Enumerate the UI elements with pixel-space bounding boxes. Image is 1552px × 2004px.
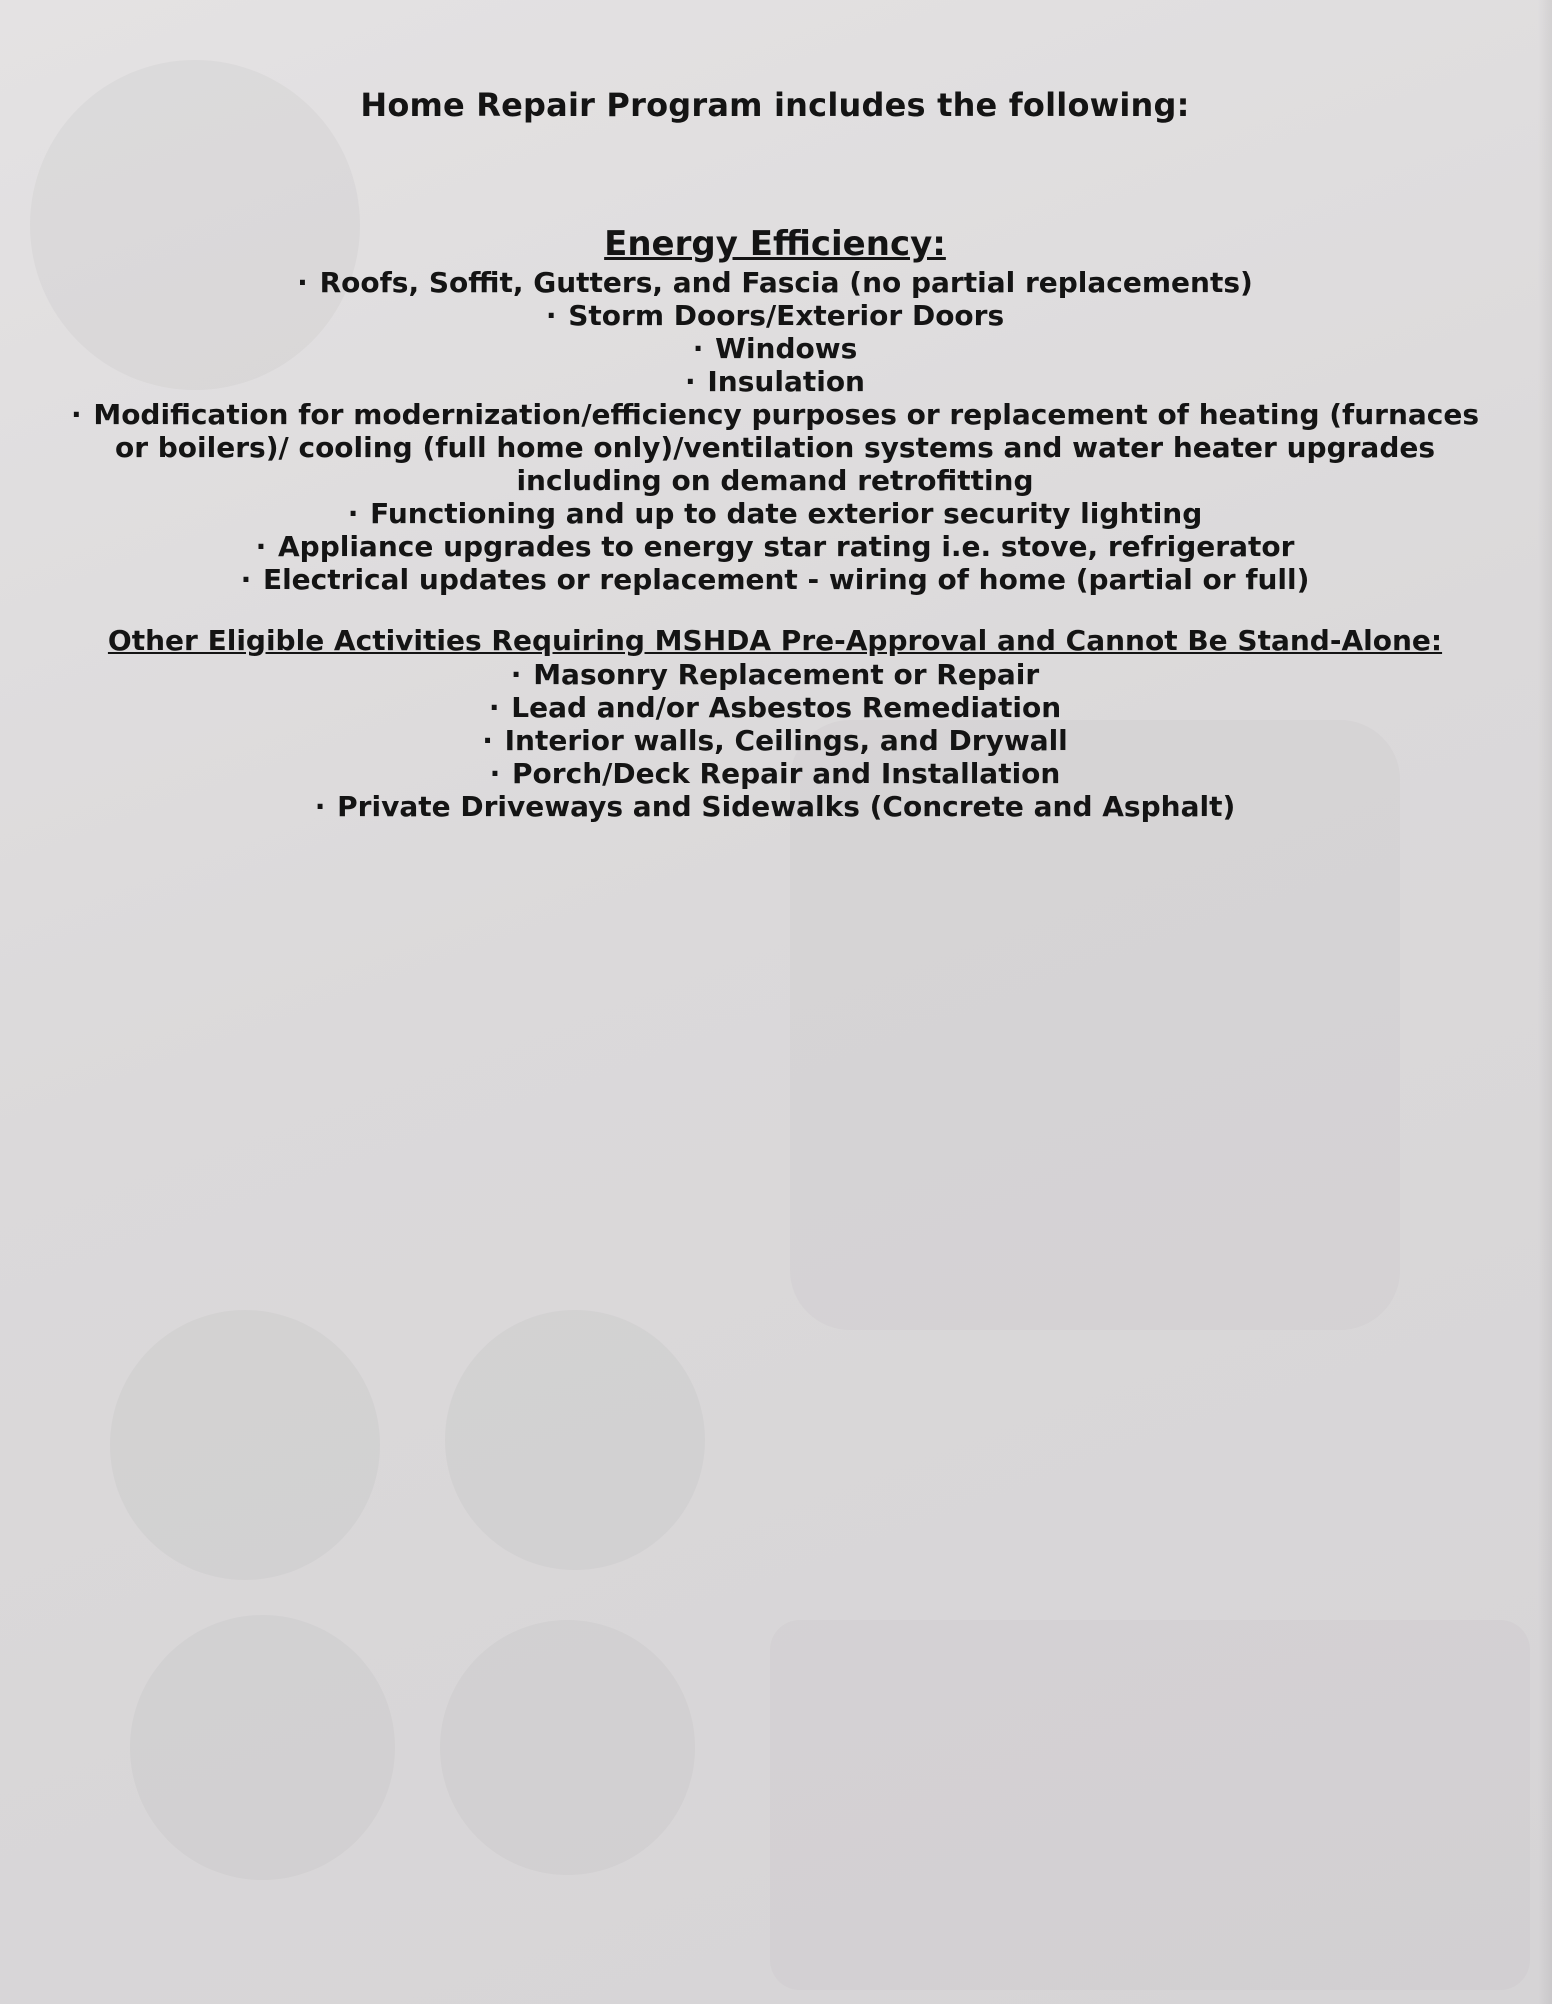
document-content [70,86,1480,823]
list-item: · Roofs, Soffit, Gutters, and Fascia (no partial replacements) [297,266,1253,299]
page-title: Home Repair Program includes the following: [360,86,1190,124]
list-item: · Lead and/or Asbestos Remediation [488,691,1062,724]
list-item: · Interior walls, Ceilings, and Drywall [482,724,1068,757]
paper-edge [1538,0,1552,2004]
other-activities-heading: Other Eligible Activities Requiring MSHDA Pre-Approval and Cannot Be Stand-Alone: [107,624,1443,657]
list-item: · Storm Doors/Exterior Doors [545,299,1005,332]
list-item: · Insulation [685,365,865,398]
energy-efficiency-heading: Energy Efficiency: [604,224,946,264]
bleed-through-circle [130,1615,395,1880]
list-item: · Private Driveways and Sidewalks (Concrete and Asphalt) [314,790,1236,823]
energy-efficiency-list [70,266,1480,596]
list-item: · Modification for modernization/efficiency purposes or replacement of heating (furnaces or boilers)/ cooling (full home only)/ventilation systems and water heater upgrades including on demand retrofitting [70,398,1480,497]
list-item: · Masonry Replacement or Repair [510,658,1040,691]
list-item: · Functioning and up to date exterior security lighting [347,497,1203,530]
list-item: · Porch/Deck Repair and Installation [489,757,1061,790]
bleed-through-circle [440,1620,695,1875]
other-activities-list [70,658,1480,823]
bleed-through-circle [445,1310,705,1570]
list-item: · Appliance upgrades to energy star rating i.e. stove, refrigerator [255,530,1295,563]
list-item: · Electrical updates or replacement - wiring of home (partial or full) [240,563,1310,596]
bleed-through-circle [110,1310,380,1580]
list-item: · Windows [692,332,858,365]
bleed-through-panel [770,1620,1530,1990]
